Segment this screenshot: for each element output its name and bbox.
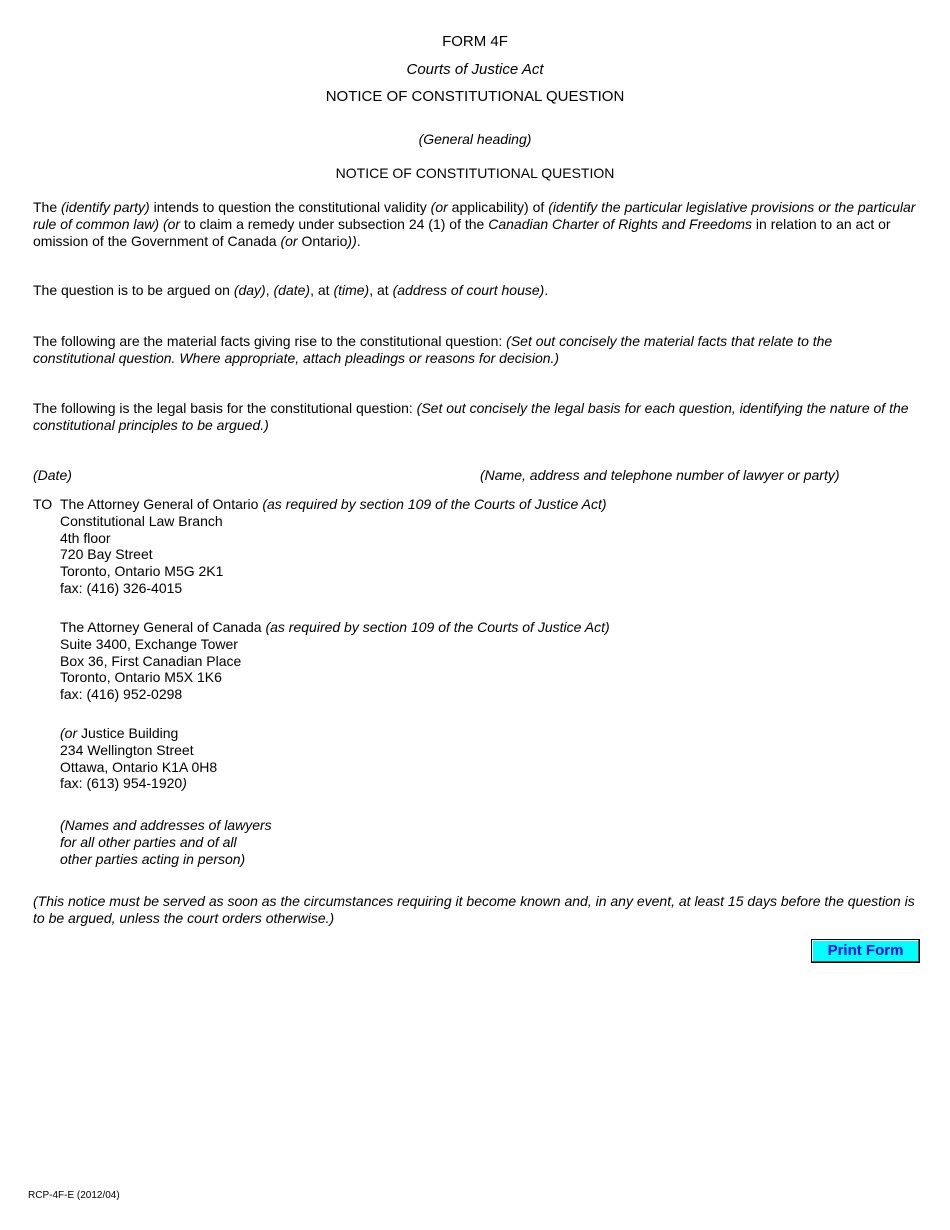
ontario-ag-address: The Attorney General of Ontario (as required by section 109 of the Courts of Justice Act) Constitutional Law Branch 4th floor 720 Bay Street Toronto, Ontario M5G 2K1 fax: (416) 326-4015 xyxy=(60,496,607,596)
print-form-button[interactable]: Print Form xyxy=(811,939,920,963)
service-note: (This notice must be served as soon as the circumstances requiring it become known and, in any event, at least 15 days before the question is to be argued, unless the court orders otherwise.) xyxy=(33,893,915,926)
to-label: TO xyxy=(33,496,53,512)
date-placeholder: (Date) xyxy=(33,467,72,483)
form-code: RCP-4F-E (2012/04) xyxy=(28,1190,120,1201)
form-title: NOTICE OF CONSTITUTIONAL QUESTION xyxy=(325,88,625,105)
legal-basis-paragraph: The following is the legal basis for the constitutional question: (Set out concisely the legal basis for each question, identifying the nature of the constitutional principles to be argued.) xyxy=(33,400,909,433)
argument-date-paragraph: The question is to be argued on (day), (date), at (time), at (address of court house). xyxy=(33,282,549,298)
validity-paragraph: The (identify party) intends to question the constitutional validity (or applicability) of (identify the particular legislative provisions or the particular rule of common law) (or to claim a remedy under subsection 24 (1) of the Canadian Charter of Rights and Freedoms in relation to an act or omission of the Government of Canada (or Ontario)). xyxy=(33,199,916,249)
lawyer-details-placeholder: (Name, address and telephone number of lawyer or party) xyxy=(480,467,840,483)
notice-subtitle: NOTICE OF CONSTITUTIONAL QUESTION xyxy=(335,165,615,181)
ottawa-address: (or Justice Building 234 Wellington Street Ottawa, Ontario K1A 0H8 fax: (613) 954-1920) xyxy=(60,725,218,792)
general-heading: (General heading) xyxy=(418,131,532,147)
other-parties-placeholder: (Names and addresses of lawyers for all other parties and of all other parties acting in person) xyxy=(60,817,272,867)
canada-ag-address: The Attorney General of Canada (as required by section 109 of the Courts of Justice Act) Suite 3400, Exchange Tower Box 36, First Canadian Place Toronto, Ontario M5X 1K6 fax: (416) 952-0298 xyxy=(60,619,610,703)
material-facts-paragraph: The following are the material facts giving rise to the constitutional question: (Set out concisely the material facts that relate to the constitutional question. Where appropriate, attach pleadings or reasons for decision.) xyxy=(33,333,833,366)
act-name: Courts of Justice Act xyxy=(406,61,544,78)
form-number: FORM 4F xyxy=(442,33,508,50)
